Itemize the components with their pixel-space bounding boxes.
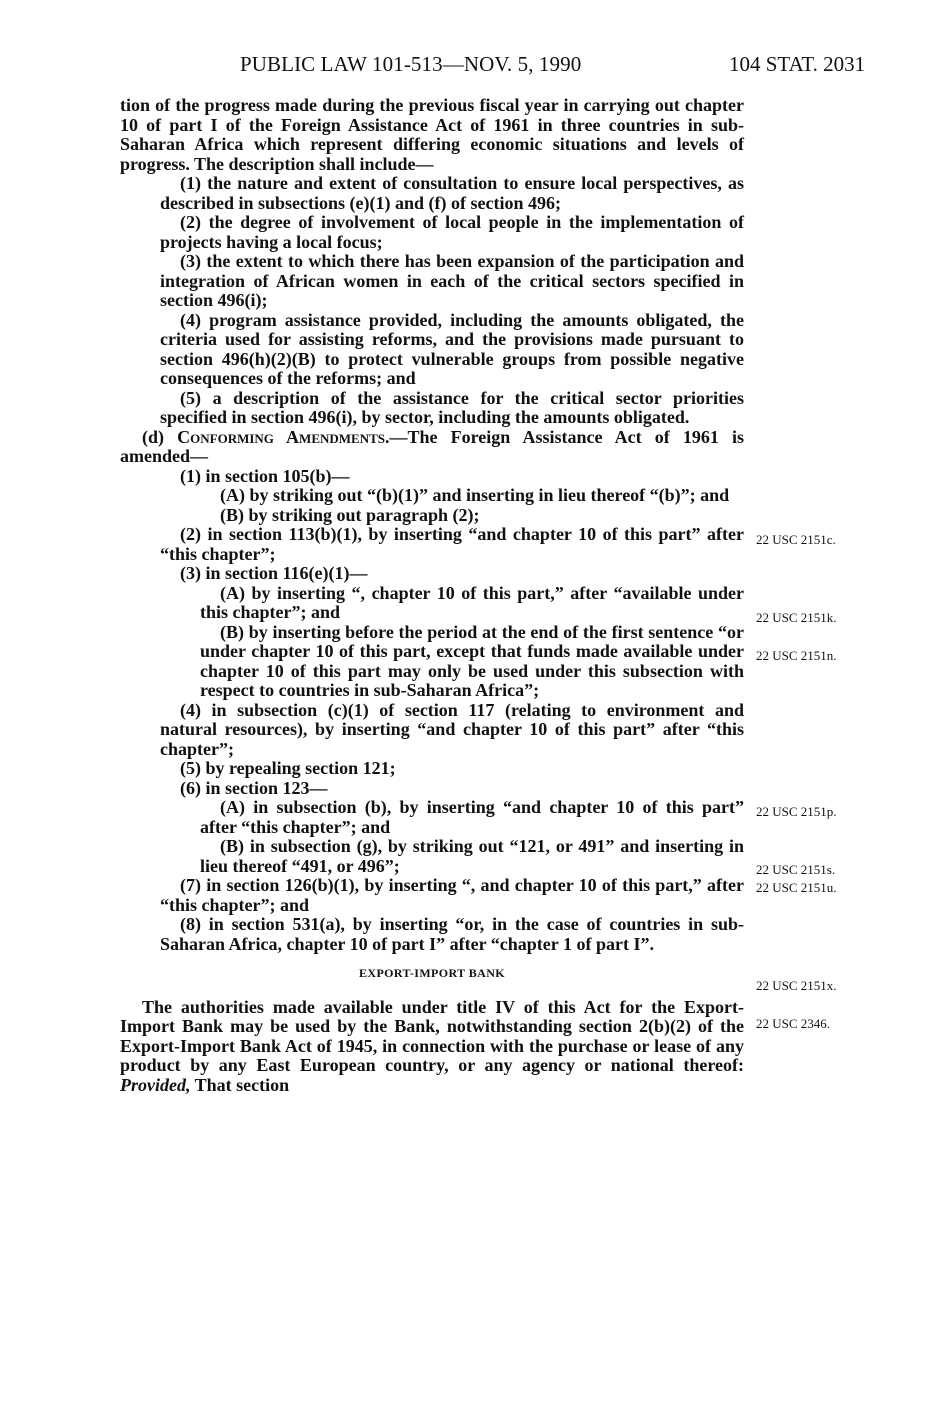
subsection-d-text: —The Foreign Assistance Act of 1961 is amended— [120, 426, 744, 466]
list-item-4: (4) program assistance provided, including the amounts obligated, the criteria used for assisting reforms, and the provisions made pursuant to section 496(h)(2)(B) to protect vulnerable groups from possible negative consequences of the reforms; and [160, 309, 744, 388]
intro-paragraph: tion of the progress made during the previous fiscal year in carrying out chapter 10 of part I of the Foreign Assistance Act of 1961 in three countries in sub-Saharan Africa which represent differing economic situations and levels of progress. The description shall include— [120, 95, 744, 174]
amendment-1: (1) in section 105(b)— [180, 465, 350, 486]
subsection-d-label: (d) [142, 426, 164, 447]
list-item-5: (5) a description of the assistance for the critical sector priorities specified in section 496(i), by sector, including the amounts obligated. [160, 387, 744, 427]
amendment-6B: (B) in subsection (g), by striking out “121, or 491” and inserting in lieu thereof “491, or 496”; [200, 836, 744, 876]
margin-note-3: 22 USC 2151n. [756, 648, 837, 663]
statute-page-number: 104 STAT. 2031 [729, 52, 866, 76]
amendment-6A: (A) in subsection (b), by inserting “and chapter 10 of this part” after “this chapter”; and [200, 797, 744, 837]
exim-text-1: The authorities made available under title IV of this Act for the Export-Import Bank may be used by the Bank, notwithstanding section 2(b)(2) of the Export-Import Bank Act of 1945, in connection with the purchase or lease of any product by any East European country, or any agency or national thereof: [120, 996, 744, 1075]
section-heading: EXPORT-IMPORT BANK [358, 966, 506, 980]
amendment-7: (7) in section 126(b)(1), by inserting “, and chapter 10 of this part,” after “this chapter”; and [160, 875, 744, 915]
amendment-3: (3) in section 116(e)(1)— [180, 563, 368, 583]
margin-note-1: 22 USC 2151c. [756, 532, 836, 547]
amendment-6: (6) in section 123— [180, 777, 328, 798]
subsection-d [120, 428, 744, 467]
exim-paragraph [120, 998, 744, 1096]
exim-text-2: That section [190, 1074, 290, 1095]
page-header [0, 52, 940, 82]
amendment-4: (4) in subsection (c)(1) of section 117 (relating to environment and natural resources), by inserting “and chapter 10 of this part” after “this chapter”; [160, 699, 744, 759]
amendment-8: (8) in section 531(a), by inserting “or, in the case of countries in sub-Saharan Africa, chapter 10 of part I” after “chapter 1 of part I”. [160, 914, 744, 954]
margin-note-8: 22 USC 2346. [756, 1016, 831, 1031]
amendment-3A: (A) by inserting “, chapter 10 of this part,” after “available under this chapter”; and [200, 582, 744, 622]
list-item-3: (3) the extent to which there has been expansion of the participation and integration of African women in each of the critical sectors specified in section 496(i); [160, 251, 744, 310]
margin-note-7: 22 USC 2151x. [756, 978, 837, 993]
running-head-title: PUBLIC LAW 101-513—NOV. 5, 1990 [240, 52, 582, 76]
margin-note-4: 22 USC 2151p. [756, 804, 837, 819]
exim-provided: Provided, [120, 1074, 191, 1095]
subsection-d-heading: Conforming Amendments. [177, 426, 390, 447]
list-item-2: (2) the degree of involvement of local people in the implementation of projects having a local focus; [160, 212, 744, 252]
amendment-5: (5) by repealing section 121; [180, 758, 396, 778]
list-item-1: (1) the nature and extent of consultation to ensure local perspectives, as described in subsections (e)(1) and (f) of section 496; [160, 173, 744, 213]
page-body [120, 96, 744, 1095]
amendment-2: (2) in section 113(b)(1), by inserting “and chapter 10 of this part” after “this chapter”; [160, 524, 744, 564]
amendment-1B: (B) by striking out paragraph (2); [220, 504, 480, 525]
margin-note-5: 22 USC 2151s. [756, 862, 836, 877]
margin-note-6: 22 USC 2151u. [756, 880, 837, 895]
amendment-3B: (B) by inserting before the period at the end of the first sentence “or under chapter 10 of this part, except that funds made available under chapter 10 of this part may only be used under this subsection with respect to countries in sub-Saharan Africa”; [200, 621, 744, 700]
margin-note-2: 22 USC 2151k. [756, 610, 837, 625]
amendment-1A: (A) by striking out “(b)(1)” and inserting in lieu thereof “(b)”; and [220, 485, 730, 505]
